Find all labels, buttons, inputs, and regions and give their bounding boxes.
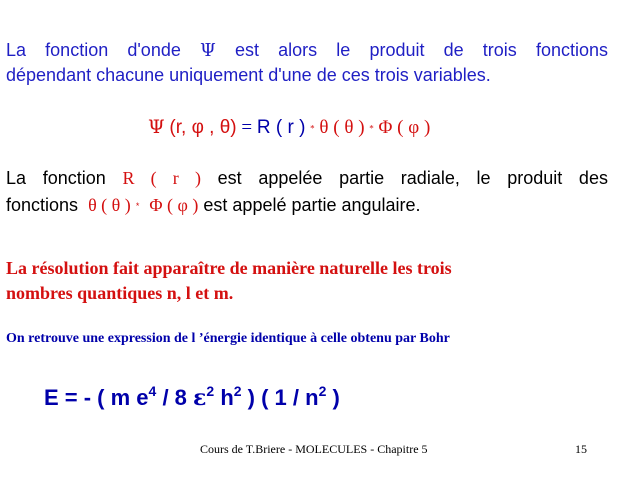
equals-sign: =	[241, 117, 253, 138]
footer-text: Cours de T.Briere - MOLECULES - Chapitre 5	[200, 442, 428, 456]
multiply-dot: *	[135, 200, 140, 211]
psi-symbol: Ψ	[148, 116, 165, 138]
phi-function: Φ ( φ )	[149, 195, 199, 215]
paragraph-line: nombres quantiques n, l et m.	[6, 283, 234, 303]
paragraph-wavefunction	[6, 38, 608, 88]
paragraph-quantum-numbers	[6, 256, 566, 306]
psi-symbol: Ψ	[200, 40, 216, 61]
text: La fonction d'onde	[6, 40, 181, 60]
page-number: 15	[575, 442, 587, 456]
multiply-dot: *	[369, 123, 374, 134]
R-function: R ( r )	[256, 117, 306, 138]
text: La fonction	[6, 168, 106, 188]
text: fonctions	[6, 195, 79, 215]
theta-function: θ ( θ )	[88, 195, 131, 215]
epsilon-symbol: ε	[193, 385, 207, 411]
paragraph-bohr: On retrouve une expression de l ’énergie identique à celle obtenu par Bohr	[6, 331, 450, 346]
formula-separation	[148, 116, 430, 139]
paragraph-line: La résolution fait apparaître de manière naturelle les trois	[6, 258, 452, 278]
text: est appelé partie angulaire.	[203, 195, 421, 215]
text: est alors le produit de trois fonctions	[234, 40, 608, 60]
theta-function: θ ( θ )	[319, 117, 365, 138]
formula-args: (r, φ , θ)	[169, 117, 237, 138]
multiply-dot: *	[310, 123, 315, 134]
paragraph-line: dépendant chacune uniquement d'une de ces trois variables.	[6, 65, 491, 85]
paragraph-radial-angular	[6, 165, 608, 220]
paragraph-line	[6, 165, 608, 192]
text: est appelée partie radiale, le produit des	[217, 168, 608, 188]
R-function: R ( r )	[122, 168, 201, 188]
paragraph-line	[6, 195, 421, 215]
formula-energy: E = - ( m $e^4 / 8$ $\varepsilon^2$ $h^2$ ) ( $1 / n^2$ )	[44, 383, 340, 411]
phi-function: Φ ( φ )	[378, 117, 431, 138]
paragraph-line	[6, 38, 608, 63]
